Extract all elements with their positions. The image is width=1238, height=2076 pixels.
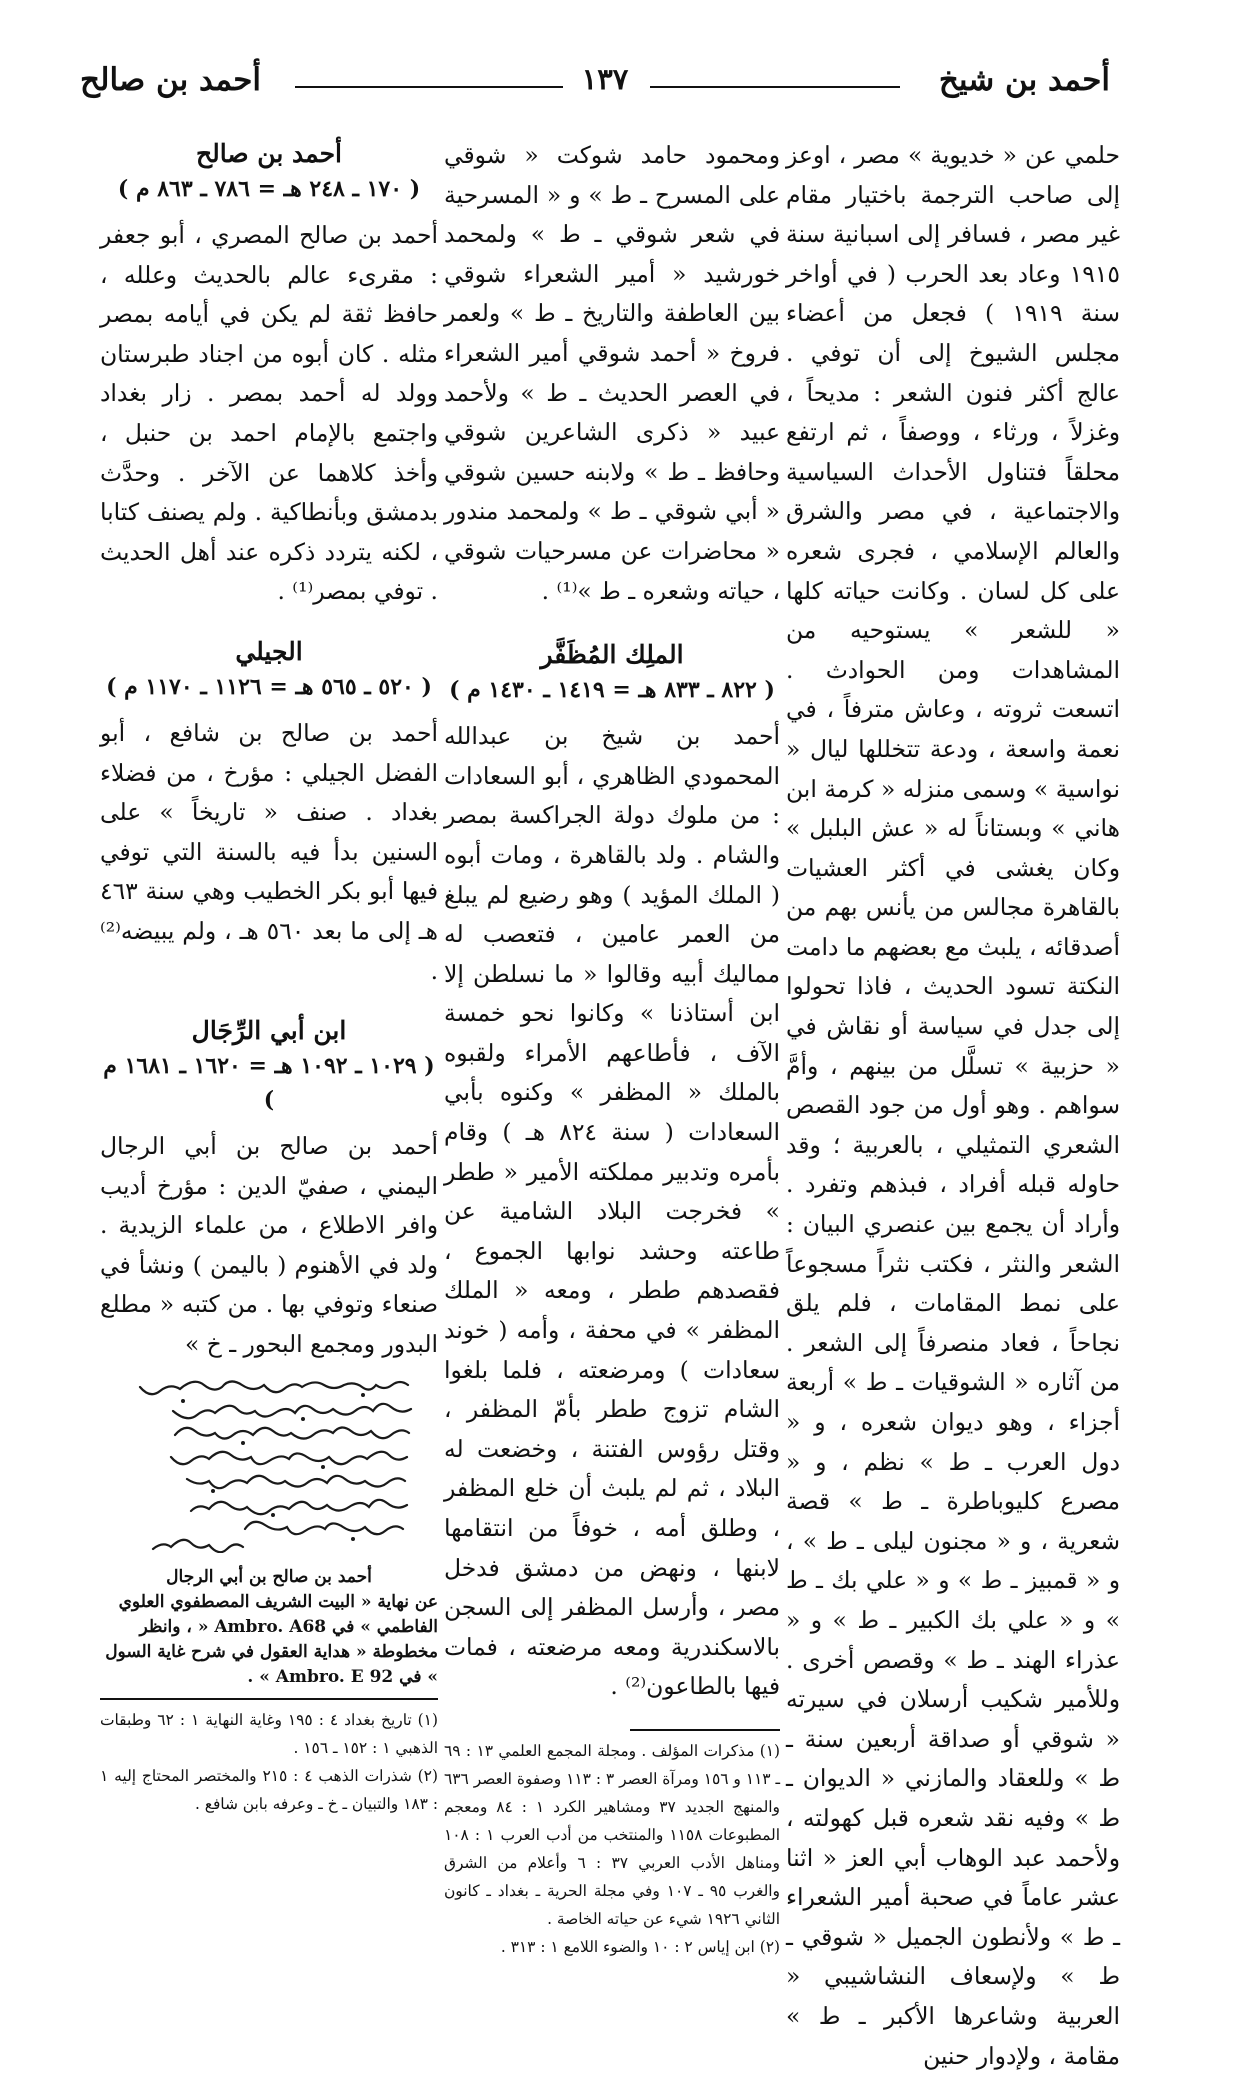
running-head-right: أحمد بن شيخ <box>938 62 1110 98</box>
shawqi-continuation-text: ومحمود حامد شوكت « شوقي على المسرح ـ ط » و « المسرحية في شعر شوقي ـ ط » ولمحمد خورشيد « أمير الشعراء شوقي بين العاطفة والتاريخ ـ ط » ولعمر فروخ « أحمد شوقي أمير الشعراء في العصر الحديث ـ ط » ولأحمد عبيد « ذكرى الشاعرين شوقي وحافظ ـ ط » ولابنه حسين شوقي « أبي شوقي ـ ط » ولمحمد مندور « محاضرات عن مسرحيات شوقي ، حياته وشعره ـ ط »⁽¹⁾ . <box>444 141 780 605</box>
image-caption-text: عن نهاية « البيت الشريف المصطفوي العلوي الفاطمي » في Ambro. A68 « ، وانظر مخطوطة « هداية العقول في شرح غاية السول » في Ambro. E 92 » . <box>105 1591 438 1687</box>
footnote-2: (٢) شذرات الذهب ٤ : ٢١٥ والمختصر المحتاج إليه ١ : ١٨٣ والتبيان ـ خ ـ وعرفه بابن شافع . <box>100 1766 438 1813</box>
entry-text: أحمد بن صالح المصري ، أبو جعفر : مقرىء عالم بالحديث وعلله ، حافظ ثقة لم يكن في أيامه بمصر مثله . كان أبوه من اجناد طبرستان وولد له أحمد بمصر . زار بغداد واجتمع بالإمام احمد بن حنبل ، وأخذ كلاهما عن الآخر . وحدَّث بدمشق وبأنطاكية . ولم يصنف كتابا ، لكنه يتردد ذكره عند أهل الحديث . توفي بمصر⁽¹⁾ . <box>100 221 438 606</box>
footnote-rule <box>630 1729 780 1731</box>
column-right <box>786 136 1120 2076</box>
header-rule-right <box>650 86 900 88</box>
running-head-left: أحمد بن صالح <box>80 62 262 98</box>
footnote-1: (١) تاريخ بغداد ٤ : ١٩٥ وغاية النهاية ١ : ٦٢ وطبقات الذهبي ١ : ١٥٢ ـ ١٥٦ . <box>100 1710 438 1757</box>
header-rule-left <box>295 86 563 88</box>
entry-ahmad-ibn-salih <box>100 136 438 612</box>
page-header <box>80 62 1110 106</box>
entry-al-jili <box>100 634 438 991</box>
page-number: ١٣٧ <box>581 62 629 96</box>
entry-text: أحمد بن صالح بن أبي الرجال اليمني ، صفيّ الدين : مؤرخ أديب وافر الاطلاع ، من علماء الزيدية . ولد في الأهنوم ( باليمن ) ونشأ في صنعاء وتوفي بها . من كتبه « مطلع البدور ومجمع البحور ـ خ » <box>100 1132 438 1359</box>
footnote-rule <box>100 1698 438 1700</box>
entry-text: أحمد بن صالح بن شافع ، أبو الفضل الجيلي : مؤرخ ، من فضلاء بغداد . صنف « تاريخاً » على السنين بدأ فيه بالسنة التي توفي فيها أبو بكر الخطيب وهي سنة ٤٦٣ هـ إلى ما بعد ٥٦٠ هـ ، ولم يبيضه⁽²⁾ . <box>100 718 438 985</box>
entry-ibn-abi-al-rijal <box>100 1013 438 1365</box>
entry-title: أحمد بن صالح <box>196 139 342 168</box>
column-left <box>100 136 438 1818</box>
entry-title: ابن أبي الرِّجَال <box>191 1016 347 1046</box>
entry-dates: ( ٨٢٢ ـ ٨٣٣ هـ = ١٤١٩ ـ ١٤٣٠ م ) <box>449 677 775 704</box>
entry-title: الجيلي <box>235 636 303 666</box>
entry-dates: ( ١٠٢٩ ـ ١٠٩٢ هـ = ١٦٢٠ ـ ١٦٨١ م ) <box>103 1053 435 1114</box>
image-caption-title: أحمد بن صالح بن أبي الرجال <box>166 1566 372 1587</box>
footnote-2: (٢) ابن إياس ٢ : ١٠ والضوء اللامع ١ : ٣١٣ . <box>500 1937 780 1956</box>
entry-dates: ( ١٧٠ ـ ٢٤٨ هـ = ٧٨٦ ـ ٨٦٣ م ) <box>117 176 421 202</box>
entry-dates: ( ٥٢٠ ـ ٥٦٥ هـ = ١١٢٦ ـ ١١٧٠ م ) <box>106 673 432 700</box>
column-middle <box>444 136 780 1961</box>
footnote-1: (١) مذكرات المؤلف . ومجلة المجمع العلمي ١٣ : ٦٩ ـ ١١٣ و ١٥٦ ومرآة العصر ٣ : ١١٣ وصفوة العصر ٦٣٦ والمنهج الجديد ٣٧ ومشاهير الكرد ١ : ٨٤ ومعجم المطبوعات ١١٥٨ والمنتخب من أدب العرب ١ : ١٠٨ ومناهل الأدب العربي ٣٧ : ٦ وأعلام من الشرق والغرب ٩٥ ـ ١٠٧ وفي مجلة الحرية ـ بغداد ـ كانون الثاني ١٩٢٦ شيء عن حياته الخاصة . <box>444 1741 780 1928</box>
entry-al-malik-al-muzaffar <box>444 637 780 1707</box>
entry-title: الملِك المُظَفَّر <box>540 640 684 670</box>
entry-text: أحمد بن شيخ بن عبدالله المحمودي الظاهري ، أبو السعادات : من ملوك دولة الجراكسة بمصر والشام . ولد بالقاهرة ، ومات أبوه ( الملك المؤيد ) وهو رضيع لم يبلغ من العمر عامين ، فتعصب له مماليك أبيه وقالوا « ما نسلطن إلا ابن أستاذنا » وكانوا نحو خمسة الآف ، فأطاعهم الأمراء ولقبوه بالملك « المظفر » وكنوه بأبي السعادات ( سنة ٨٢٤ هـ ) وقام بأمره وتدبير مملكته الأمير « ططر » فخرجت البلاد الشامية عن طاعته وحشد نوابها الجموع ، فقصدهم ططر ، ومعه « الملك المظفر » في محفة ، وأمه ( خوند سعادات ) ومرضعته ، فلما بلغوا الشام تزوج ططر بأمّ المظفر ، وقتل رؤوس الفتنة ، وخضعت له البلاد ، ثم لم يلبث أن خلع المظفر ، وطلق أمه ، خوفاً من انتقامها لابنها ، ونهض من دمشق فدخل مصر ، وأرسل المظفر إلى السجن بالاسكندرية ومعه مرضعته ، فمات فيها بالطاعون⁽²⁾ . <box>444 722 780 1701</box>
column-right-text: حلمي عن « خديوية » مصر ، اوعز إلى صاحب الترجمة باختيار مقام غير مصر ، فسافر إلى اسبانية سنة ١٩١٥ وعاد بعد الحرب ( في أواخر سنة ١٩١٩ ) فجعل من أعضاء مجلس الشيوخ إلى أن توفي . عالج أكثر فنون الشعر : مديحاً ، وغزلاً ، ورثاء ، ووصفاً ، ثم ارتفع محلقاً فتناول الأحداث السياسية والاجتماعية ، في مصر والشرق والعالم الإسلامي ، فجرى شعره على كل لسان . وكانت حياته كلها « للشعر » يستوحيه من المشاهدات ومن الحوادث . اتسعت ثروته ، وعاش مترفاً ، في نعمة واسعة ، ودعة تتخللها ليال « نواسية » وسمى منزله « كرمة ابن هاني » وبستاناً له « عش البلبل » وكان يغشى في أكثر العشيات بالقاهرة مجالس من يأنس بهم من أصدقائه ، يلبث مع بعضهم ما دامت النكتة تسود الحديث ، فاذا تحولوا إلى جدل في سياسة أو نقاش في « حزبية » تسلَّل من بينهم ، وأمَّ سواهم . وهو أول من جود القصص الشعري التمثيلي ، بالعربية ؛ وقد حاوله قبله أفراد ، فبذهم وتفرد . وأراد أن يجمع بين عنصري البيان : الشعر والنثر ، فكتب نثراً مسجوعاً على نمط المقامات ، فلم يلق نجاحاً ، فعاد منصرفاً إلى الشعر . من آثاره « الشوقيات ـ ط » أربعة أجزاء ، وهو ديوان شعره ، و « دول العرب ـ ط » نظم ، و « مصرع كليوباطرة ـ ط » قصة شعرية ، و « مجنون ليلى ـ ط » ، و « قمبيز ـ ط » و « علي بك ـ ط » و « علي بك الكبير ـ ط » و « عذراء الهند ـ ط » وقصص أخرى . وللأمير شكيب أرسلان في سيرته « شوقي أو صداقة أربعين سنة ـ ط » وللعقاد والمازني « الديوان ـ ط » وفيه نقد شعره قبل كهولته ، ولأحمد عبد الوهاب أبي العز « اثنا عشر عاماً في صحبة أمير الشعراء ـ ط » ولأنطون الجميل « شوقي ـ ط » ولإسعاف النشاشيبي « العربية وشاعرها الأكبر ـ ط » مقامة ، ولإدوار حنين <box>786 141 1120 2070</box>
handwriting-sample-image <box>123 1371 415 1553</box>
